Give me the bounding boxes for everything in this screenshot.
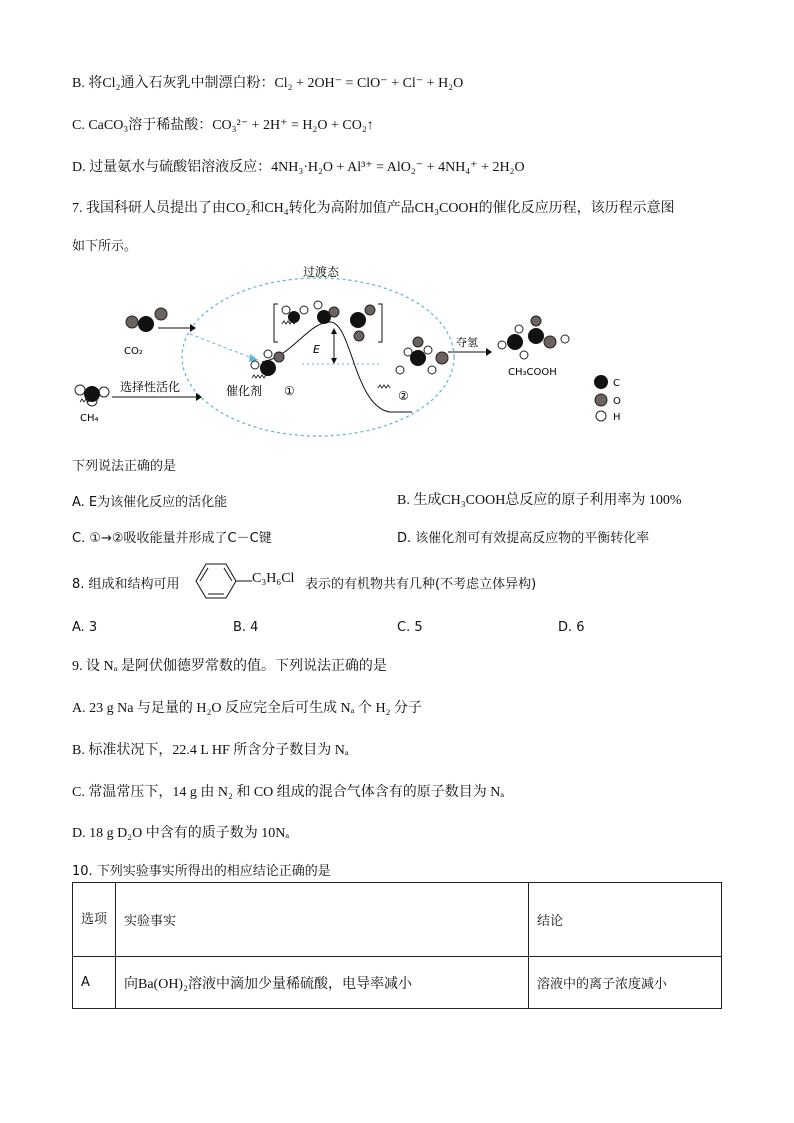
table-header-row <box>73 883 722 957</box>
q8-stem-suffix: 表示的有机物共有几种(不考虑立体异构) <box>305 577 537 592</box>
ch4-label: CH₄ <box>80 413 99 424</box>
legend-carbon: C <box>613 378 620 389</box>
energy-label: E <box>313 343 320 356</box>
legend-oxygen: O <box>613 396 621 407</box>
q8-option-b: B. 4 <box>233 620 259 635</box>
intermediate-2 <box>378 337 448 388</box>
dehydrogenate-label: 夺氢 <box>456 336 478 349</box>
intermediate-1 <box>251 350 284 378</box>
header-experiment: 实验事实 <box>116 883 529 957</box>
q7-stem: 7. 我国科研人员提出了由CO₂和CH₄转化为高附加值产品CH₃COOH的催化反应历程，该历程示意图 <box>72 201 675 216</box>
header-option: 选项 <box>73 883 116 957</box>
q8-stem-prefix: 8. 组成和结构可用 <box>72 577 180 592</box>
q9-option-a: A. 23 g Na 与足量的 H₂O 反应完全后可生成 Nₐ 个 H₂ 分子 <box>72 701 422 716</box>
row-option: A <box>73 957 116 1009</box>
q7-option-d: D. 该催化剂可有效提高反应物的平衡转化率 <box>397 531 650 546</box>
ch4-molecule <box>75 385 109 406</box>
q7-option-c: C. ①→②吸收能量并形成了C－C键 <box>72 531 272 546</box>
table-row <box>73 957 722 1009</box>
acetic-acid-molecule <box>498 316 569 359</box>
q7-question: 下列说法正确的是 <box>72 459 177 474</box>
co2-label: CO₂ <box>124 346 143 357</box>
product-label: CH₃COOH <box>508 367 557 378</box>
step-1-marker: ① <box>284 384 295 398</box>
transition-state-complex <box>282 301 375 341</box>
q8-formula: C₃H₆Cl <box>252 571 295 586</box>
selective-activation-label: 选择性活化 <box>120 380 181 394</box>
q10-table <box>72 882 722 1009</box>
q8-option-d: D. 6 <box>558 620 585 635</box>
legend-hydrogen: H <box>613 412 621 423</box>
q6-option-d: D. 过量氨水与硫酸铝溶液反应：4NH₃·H₂O + Al³⁺ = AlO₂⁻ + 4NH₄⁺ + 2H₂O <box>72 160 525 175</box>
row-experiment: 向Ba(OH)₂溶液中滴加少量稀硫酸，电导率减小 <box>116 957 529 1009</box>
q9-option-b: B. 标准状况下，22.4 L HF 所含分子数目为 Nₐ <box>72 743 349 758</box>
q10-stem: 10. 下列实验事实所得出的相应结论正确的是 <box>72 864 331 879</box>
q8-option-a: A. 3 <box>72 620 98 635</box>
q7-option-b: B. 生成CH₃COOH总反应的原子利用率为 100% <box>397 493 682 508</box>
q9-stem: 9. 设 Nₐ 是阿伏伽德罗常数的值。下列说法正确的是 <box>72 659 387 674</box>
catalyst-label: 催化剂 <box>226 384 263 398</box>
step-2-marker: ② <box>398 389 409 403</box>
q8-option-c: C. 5 <box>397 620 423 635</box>
q6-option-b: B. 将Cl₂通入石灰乳中制漂白粉：Cl₂ + 2OH⁻ = ClO⁻ + Cl⁻ + H₂O <box>72 76 464 91</box>
reaction-mechanism-diagram <box>72 262 652 442</box>
q7-stem-continued: 如下所示。 <box>72 239 138 254</box>
q6-option-c: C. CaCO₃溶于稀盐酸：CO₃²⁻ + 2H⁺ = H₂O + CO₂↑ <box>72 118 374 133</box>
q7-option-a: A. E为该催化反应的活化能 <box>72 495 228 510</box>
atom-legend <box>594 375 621 423</box>
row-conclusion: 溶液中的离子浓度减小 <box>529 957 722 1009</box>
q9-option-c: C. 常温常压下，14 g 由 N₂ 和 CO 组成的混合气体含有的原子数目为 Nₐ <box>72 785 505 800</box>
q9-option-d: D. 18 g D₂O 中含有的质子数为 10Nₐ <box>72 826 290 841</box>
header-conclusion: 结论 <box>529 883 722 957</box>
transition-state-label: 过渡态 <box>303 265 340 279</box>
benzene-ring-structure <box>188 560 252 602</box>
